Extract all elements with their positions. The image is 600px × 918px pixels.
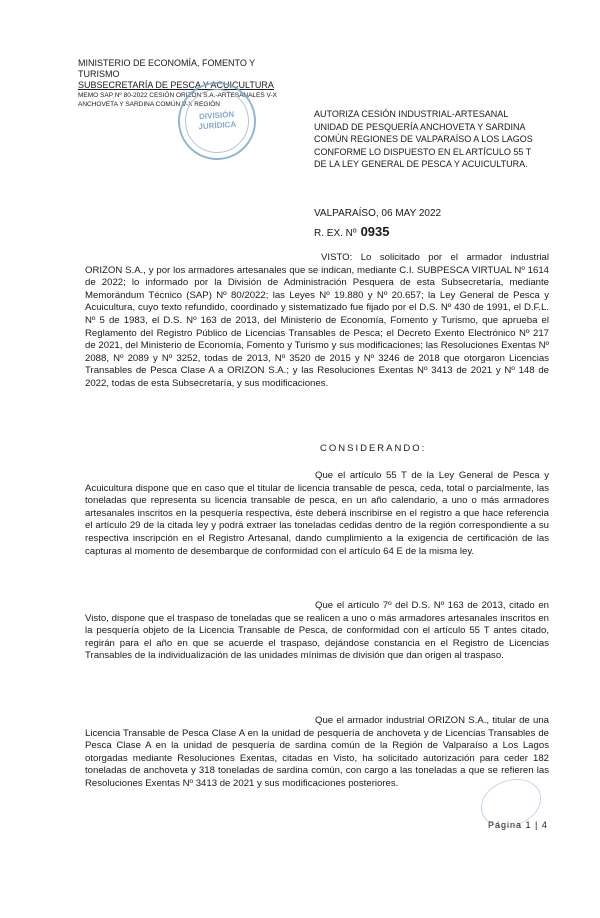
considerando-paragraph-3: Que el armador industrial ORIZON S.A., titular de una Licencia Transable de Pesca Clase A en la unidad de pesquería de anchoveta y de Licencias Transables de Pesca Clase A en la unidad de pesquería de sardina común de la Región de Valparaíso a Los Lagos otorgadas mediante Resoluciones Exentas, citadas en Visto, ha solicitado autorización para ceder 182 toneladas de anchoveta y 318 toneladas de sardina común, con cargo a las toneladas a que se refieren las Resoluciones Exentas Nº 3413 de 2021 y sus modificaciones posteriores. <box>85 715 549 789</box>
resolution-subject: AUTORIZA CESIÓN INDUSTRIAL-ARTESANAL UNIDAD DE PESQUERÍA ANCHOVETA Y SARDINA COMÚN REGIONES DE VALPARAÍSO A LOS LAGOS CONFORME LO DISPUESTO EN EL ARTÍCULO 55 T DE LA LEY GENERAL DE PESCA Y ACUICULTURA. <box>314 109 533 169</box>
subsecretaria-name: SUBSECRETARÍA DE PESCA Y ACUICULTURA <box>78 80 274 90</box>
page-number: Página 1 | 4 <box>488 820 548 830</box>
stamp-line-2: JURÍDICA <box>198 119 237 132</box>
considerando-heading: CONSIDERANDO: <box>320 443 427 454</box>
stamp-line-1: DIVISIÓN <box>198 109 235 122</box>
memo-reference: MEMO SAP Nº 80-2022 CESIÓN ORIZON S.A.-ARTESANALES V-X <box>78 92 277 99</box>
resolution-number-value: 0935 <box>360 224 390 239</box>
visto-paragraph: VISTO: Lo solicitado por el armador industrial ORIZON S.A., y por los armadores artesanales que se indican, mediante C.I. SUBPESCA VIRTUAL Nº 1614 de 2022; lo informado por la División de Administración Pesquera de esta Subsecretaría, mediante Memorándum Técnico (SAP) Nº 80/2022; las Leyes Nº 19.880 y Nº 20.657; la Ley General de Pesca y Acuicultura, cuyo texto refundido, coordinado y sistematizado fue fijado por el D.S. Nº 430 de 1991, el D.F.L. Nº 5 de 1983, el D.S. Nº 163 de 2013, del Ministerio de Economía, Fomento y Turismo, que aprueba el Reglamento del Registro Público de Licencias Transables de Pesca; el Decreto Exento Electrónico Nº 217 de 2021, del Ministerio de Economía, Fomento y Turismo y sus modificaciones; las Resoluciones Exentas Nº 2088, Nº 2089 y Nº 3252, todas de 2013, Nº 3520 de 2015 y Nº 3246 de 2018 que otorgaron Licencias Transables de Pesca Clase A a ORIZON S.A.; y las Resoluciones Exentas Nº 3413 de 2021 y Nº 148 de 2022, todas de esta Subsecretaría, y sus modificaciones. <box>85 252 549 389</box>
resolution-label: R. EX. Nº <box>314 228 357 239</box>
considerando-paragraph-2: Que el artículo 7º del D.S. Nº 163 de 2013, citado en Visto, dispone que el traspaso de toneladas que se realicen a uno o más armadores artesanales inscritos en la pesquería objeto de la Licencia Transable de Pesca, de conformidad con el artículo 55 T antes citado, regirán para el año en que se acuerde el traspaso, dejándose constancia en el Registro de Licencias Transables de la individualización de las unidades mínimas de división que dan origen al traspaso. <box>85 600 549 662</box>
species-reference: ANCHOVETA Y SARDINA COMÚN V-X REGIÓN <box>78 101 220 108</box>
considerando-paragraph-1: Que el artículo 55 T de la Ley General de Pesca y Acuicultura dispone que en caso que el titular de licencia transable de pesca, ceda, total o parcialmente, las toneladas que representa su licencia transable de pesca, en un año calendario, a uno o más armadores artesanales inscritos en la pesquería respectiva, éste deberá inscribirse en el registro a que hace referencia el artículo 29 de la citada ley y podrá extraer las toneladas cedidas dentro de la región correspondiente a su respectiva inscripción en el Registro Artesanal, dando cumplimiento a la exigencia de certificación de las capturas al momento de desembarque de conformidad con el artículo 64 E de la misma ley. <box>85 470 549 557</box>
resolution-number <box>314 224 389 239</box>
ministry-name: MINISTERIO DE ECONOMÍA, FOMENTO Y TURISMO <box>78 58 256 79</box>
resolution-date: VALPARAÍSO, 06 MAY 2022 <box>314 208 442 219</box>
